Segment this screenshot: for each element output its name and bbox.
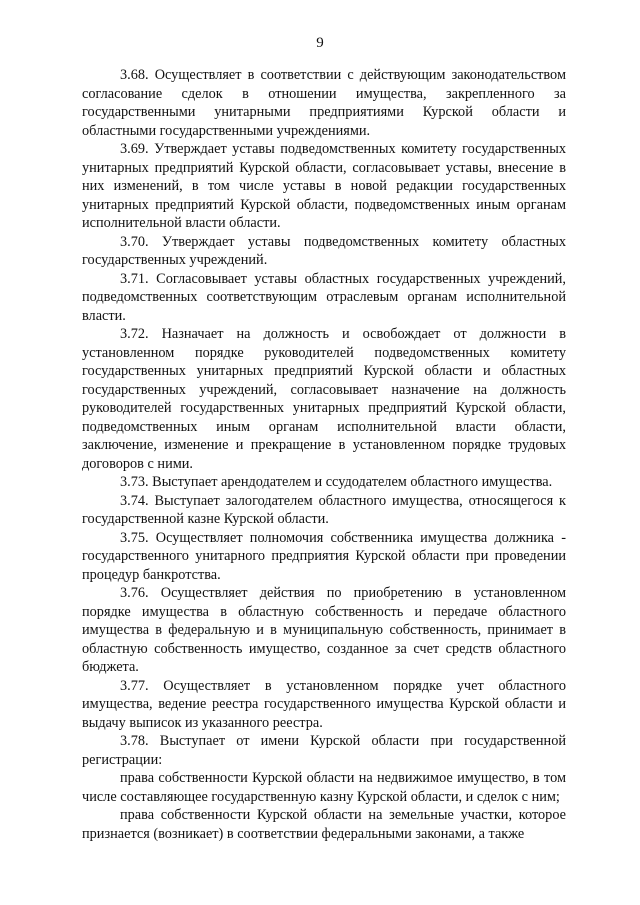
paragraph-3-71: 3.71. Согласовывает уставы областных государственных учреждений, подведомственных соответствующим отраслевым органам исполнительной власти. [82, 270, 566, 324]
paragraph-3-76: 3.76. Осуществляет действия по приобретению в установленном порядке имущества в областную собственность и передаче областного имущества в федеральную и в муниципальную собственность, принимает в областную собственность имущество, созданное за счет средств областного бюджета. [82, 585, 566, 675]
paragraph-3-75: 3.75. Осуществляет полномочия собственника имущества должника - государственного унитарного предприятия Курской области при проведении процедур банкротства. [82, 529, 566, 583]
paragraph-3-70: 3.70. Утверждает уставы подведомственных комитету областных государственных учреждений. [82, 233, 566, 268]
paragraph-3-73: 3.73. Выступает арендодателем и ссудодателем областного имущества. [120, 474, 553, 490]
document-body [82, 66, 566, 843]
paragraph-3-78-item-1: права собственности Курской области на недвижимое имущество, в том числе составляющее государственную казну Курской области, и сделок с ним; [82, 770, 566, 805]
paragraph-3-68: 3.68. Осуществляет в соответствии с действующим законодательством согласование сделок в отношении имущества, закрепленного за государственными унитарными предприятиями Курской области и областными государственными учреждениями. [82, 67, 566, 139]
paragraph-3-78-item-2: права собственности Курской области на земельные участки, которое признается (возникает) в соответствии федеральными законами, а также [82, 807, 566, 842]
paragraph-3-74: 3.74. Выступает залогодателем областного имущества, относящегося к государственной казне Курской области. [82, 492, 566, 527]
paragraph-3-72: 3.72. Назначает на должность и освобождает от должности в установленном порядке руководителей подведомственных комитету государственных унитарных предприятий Курской области и областных государственных учреждений, согласовывает назначение на должность руководителей государственных унитарных предприятий Курской области, подведомственных иным органам исполнительной власти области, заключение, изменение и прекращение в установленном порядке трудовых договоров с ними. [82, 326, 566, 472]
paragraph-3-78: 3.78. Выступает от имени Курской области при государственной регистрации: [82, 733, 566, 768]
paragraph-3-77: 3.77. Осуществляет в установленном порядке учет областного имущества, ведение реестра государственного имущества Курской области и выдачу выписок из указанного реестра. [82, 677, 566, 731]
paragraph-3-69: 3.69. Утверждает уставы подведомственных комитету государственных унитарных предприятий Курской области, согласовывает уставы, внесение в них изменений, в том числе уставы в новой редакции государственных унитарных предприятий Курской области, подведомственных иным органам исполнительной власти области. [82, 141, 566, 231]
page-number: 9 [316, 35, 324, 51]
